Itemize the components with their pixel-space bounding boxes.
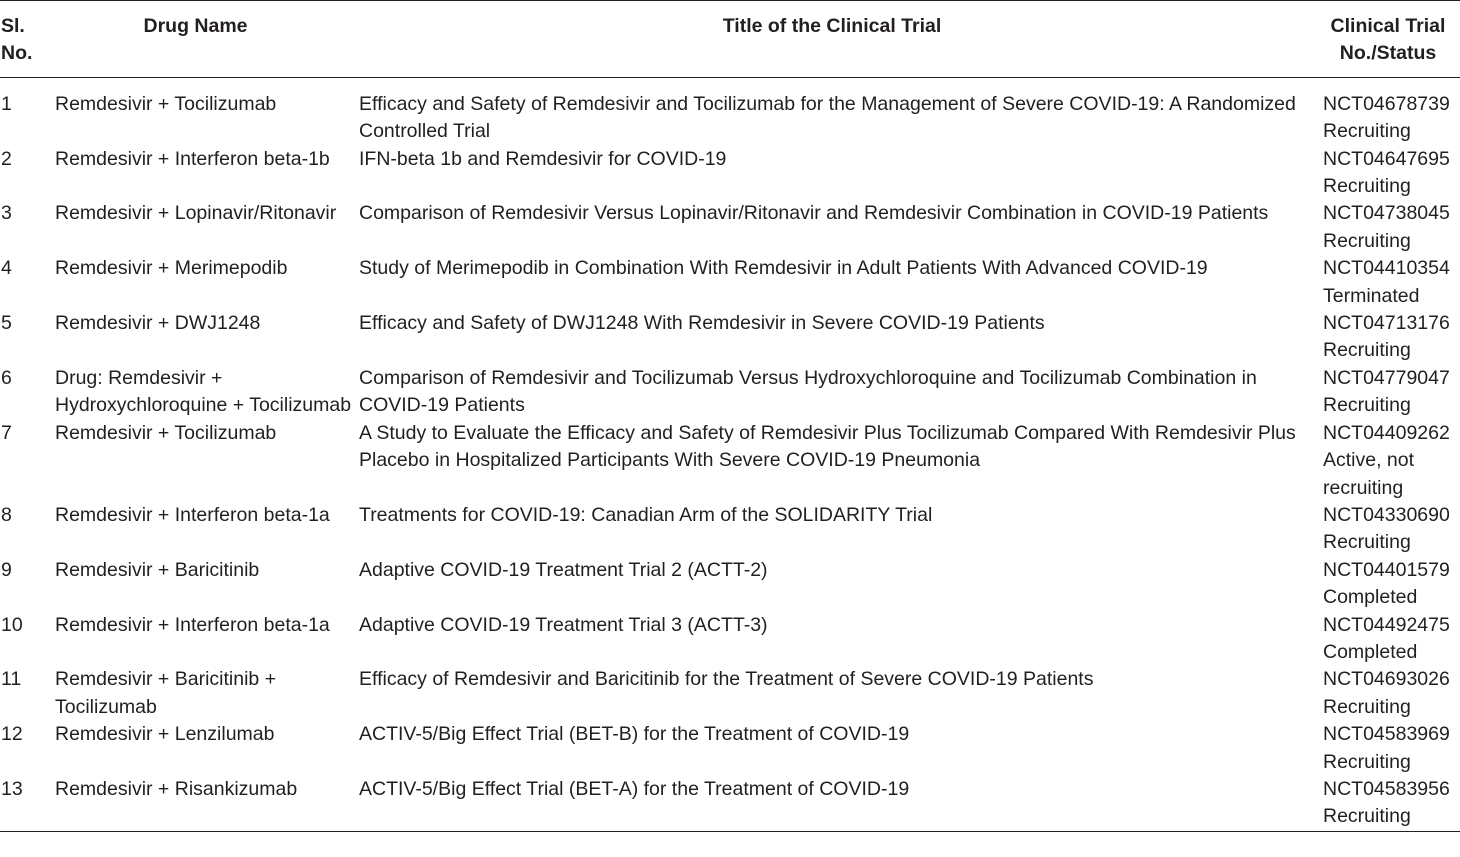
cell-trial-title: Comparison of Remdesivir Versus Lopinavir/Ritonavir and Remdesivir Combination in COVID-19 Patients xyxy=(359,202,1269,225)
trial-status: Recruiting xyxy=(1323,805,1411,828)
trial-status: Recruiting xyxy=(1323,339,1411,362)
trial-status: Recruiting xyxy=(1323,531,1411,554)
cell-drug-name: Remdesivir + Interferon beta-1a xyxy=(55,503,330,526)
cell-drug-name: Remdesivir + Lopinavir/Ritonavir xyxy=(55,202,337,225)
table-row xyxy=(0,721,1460,776)
cell-trial-title: ACTIV-5/Big Effect Trial (BET-A) for the Treatment of COVID-19 xyxy=(359,777,910,800)
cell-trial-status xyxy=(1322,255,1460,310)
cell-trial-title: Adaptive COVID-19 Treatment Trial 2 (ACTT-2) xyxy=(359,558,768,581)
cell-sl-no: 1 xyxy=(1,92,12,115)
cell-drug-name: Drug: Remdesivir + Hydroxychloroquine + Tocilizumab xyxy=(55,366,352,417)
cell-sl-no: 9 xyxy=(1,558,12,581)
cell-trial-title: IFN-beta 1b and Remdesivir for COVID-19 xyxy=(359,147,727,170)
trial-status: Recruiting xyxy=(1323,394,1411,417)
cell-trial-status xyxy=(1322,666,1460,721)
trial-status: Recruiting xyxy=(1323,695,1411,718)
cell-trial-status xyxy=(1322,365,1460,420)
cell-sl-no: 6 xyxy=(1,366,12,389)
table-header xyxy=(0,1,1460,78)
cell-trial-title: Study of Merimepodib in Combination With Remdesivir in Adult Patients With Advanced COVID-19 xyxy=(359,257,1208,280)
trial-status: Recruiting xyxy=(1323,229,1411,252)
header-sl-no: Sl. No. xyxy=(1,15,33,65)
cell-trial-title: A Study to Evaluate the Efficacy and Safety of Remdesivir Plus Tocilizumab Compared With Remdesivir Plus Placebo in Hospitalized Participants With Severe COVID-19 Pneumonia xyxy=(359,421,1296,472)
cell-sl-no: 12 xyxy=(1,723,23,746)
trial-number: NCT04410354 xyxy=(1323,257,1450,280)
cell-trial-title: Efficacy of Remdesivir and Baricitinib for the Treatment of Severe COVID-19 Patients xyxy=(359,668,1094,691)
cell-trial-status xyxy=(1322,77,1460,145)
cell-trial-status xyxy=(1322,612,1460,667)
cell-trial-title: Efficacy and Safety of DWJ1248 With Remdesivir in Severe COVID-19 Patients xyxy=(359,312,1045,335)
table-row xyxy=(0,200,1460,255)
cell-trial-status xyxy=(1322,200,1460,255)
cell-trial-status xyxy=(1322,420,1460,502)
cell-drug-name: Remdesivir + Interferon beta-1a xyxy=(55,613,330,636)
trial-status: Active, not recruiting xyxy=(1323,449,1415,499)
trial-number: NCT04738045 xyxy=(1323,202,1450,225)
cell-sl-no: 7 xyxy=(1,421,12,444)
trial-number: NCT04779047 xyxy=(1323,366,1450,389)
cell-drug-name: Remdesivir + Baricitinib + Tocilizumab xyxy=(55,668,277,718)
header-trial-status: Clinical Trial No./Status xyxy=(1330,15,1446,65)
trial-status: Recruiting xyxy=(1323,120,1411,143)
table-row xyxy=(0,776,1460,831)
trial-number: NCT04713176 xyxy=(1323,312,1450,335)
table-body xyxy=(0,77,1460,831)
table-row xyxy=(0,146,1460,201)
cell-trial-status xyxy=(1322,146,1460,201)
cell-drug-name: Remdesivir + Interferon beta-1b xyxy=(55,147,330,170)
cell-sl-no: 10 xyxy=(1,613,23,636)
cell-drug-name: Remdesivir + Tocilizumab xyxy=(55,92,277,115)
cell-drug-name: Remdesivir + Merimepodib xyxy=(55,257,288,280)
trial-number: NCT04693026 xyxy=(1323,668,1450,691)
trial-status: Recruiting xyxy=(1323,750,1411,773)
trial-status: Terminated xyxy=(1323,284,1420,307)
cell-drug-name: Remdesivir + Lenzilumab xyxy=(55,723,275,746)
cell-trial-status xyxy=(1322,557,1460,612)
cell-trial-title: Treatments for COVID-19: Canadian Arm of the SOLIDARITY Trial xyxy=(359,503,933,526)
table-row xyxy=(0,420,1460,502)
cell-drug-name: Remdesivir + Tocilizumab xyxy=(55,421,277,444)
cell-trial-title: ACTIV-5/Big Effect Trial (BET-B) for the Treatment of COVID-19 xyxy=(359,723,910,746)
cell-sl-no: 3 xyxy=(1,202,12,225)
table-row xyxy=(0,612,1460,667)
cell-trial-status xyxy=(1322,721,1460,776)
cell-sl-no: 13 xyxy=(1,777,23,800)
trial-number: NCT04647695 xyxy=(1323,147,1450,170)
cell-sl-no: 5 xyxy=(1,312,12,335)
trial-number: NCT04583969 xyxy=(1323,723,1450,746)
cell-drug-name: Remdesivir + DWJ1248 xyxy=(55,312,261,335)
cell-trial-title: Efficacy and Safety of Remdesivir and Tocilizumab for the Management of Severe COVID-19: A Randomized Controlled Trial xyxy=(359,92,1296,143)
cell-trial-title: Adaptive COVID-19 Treatment Trial 3 (ACTT-3) xyxy=(359,613,768,636)
header-trial-title: Title of the Clinical Trial xyxy=(722,15,942,37)
table-row xyxy=(0,502,1460,557)
trial-number: NCT04678739 xyxy=(1323,92,1450,115)
cell-sl-no: 2 xyxy=(1,147,12,170)
cell-sl-no: 11 xyxy=(1,668,22,691)
cell-trial-status xyxy=(1322,776,1460,831)
table-row xyxy=(0,310,1460,365)
cell-trial-status xyxy=(1322,310,1460,365)
cell-drug-name: Remdesivir + Baricitinib xyxy=(55,558,260,581)
table-row xyxy=(0,666,1460,721)
table-row xyxy=(0,255,1460,310)
trial-number: NCT04401579 xyxy=(1323,558,1450,581)
header-row xyxy=(0,1,1460,78)
table-row xyxy=(0,557,1460,612)
trial-number: NCT04409262 xyxy=(1323,421,1450,444)
cell-trial-status xyxy=(1322,502,1460,557)
cell-trial-title: Comparison of Remdesivir and Tocilizumab Versus Hydroxychloroquine and Tocilizumab Combination in COVID-19 Patients xyxy=(359,366,1257,417)
trial-number: NCT04330690 xyxy=(1323,503,1450,526)
cell-sl-no: 8 xyxy=(1,503,12,526)
trial-status: Completed xyxy=(1323,640,1418,663)
table-row xyxy=(0,77,1460,145)
trial-number: NCT04492475 xyxy=(1323,613,1450,636)
trial-number: NCT04583956 xyxy=(1323,777,1450,800)
trial-status: Completed xyxy=(1323,586,1418,609)
trial-status: Recruiting xyxy=(1323,175,1411,198)
table-row xyxy=(0,365,1460,420)
cell-drug-name: Remdesivir + Risankizumab xyxy=(55,777,298,800)
cell-sl-no: 4 xyxy=(1,257,12,280)
header-drug-name: Drug Name xyxy=(143,15,248,37)
